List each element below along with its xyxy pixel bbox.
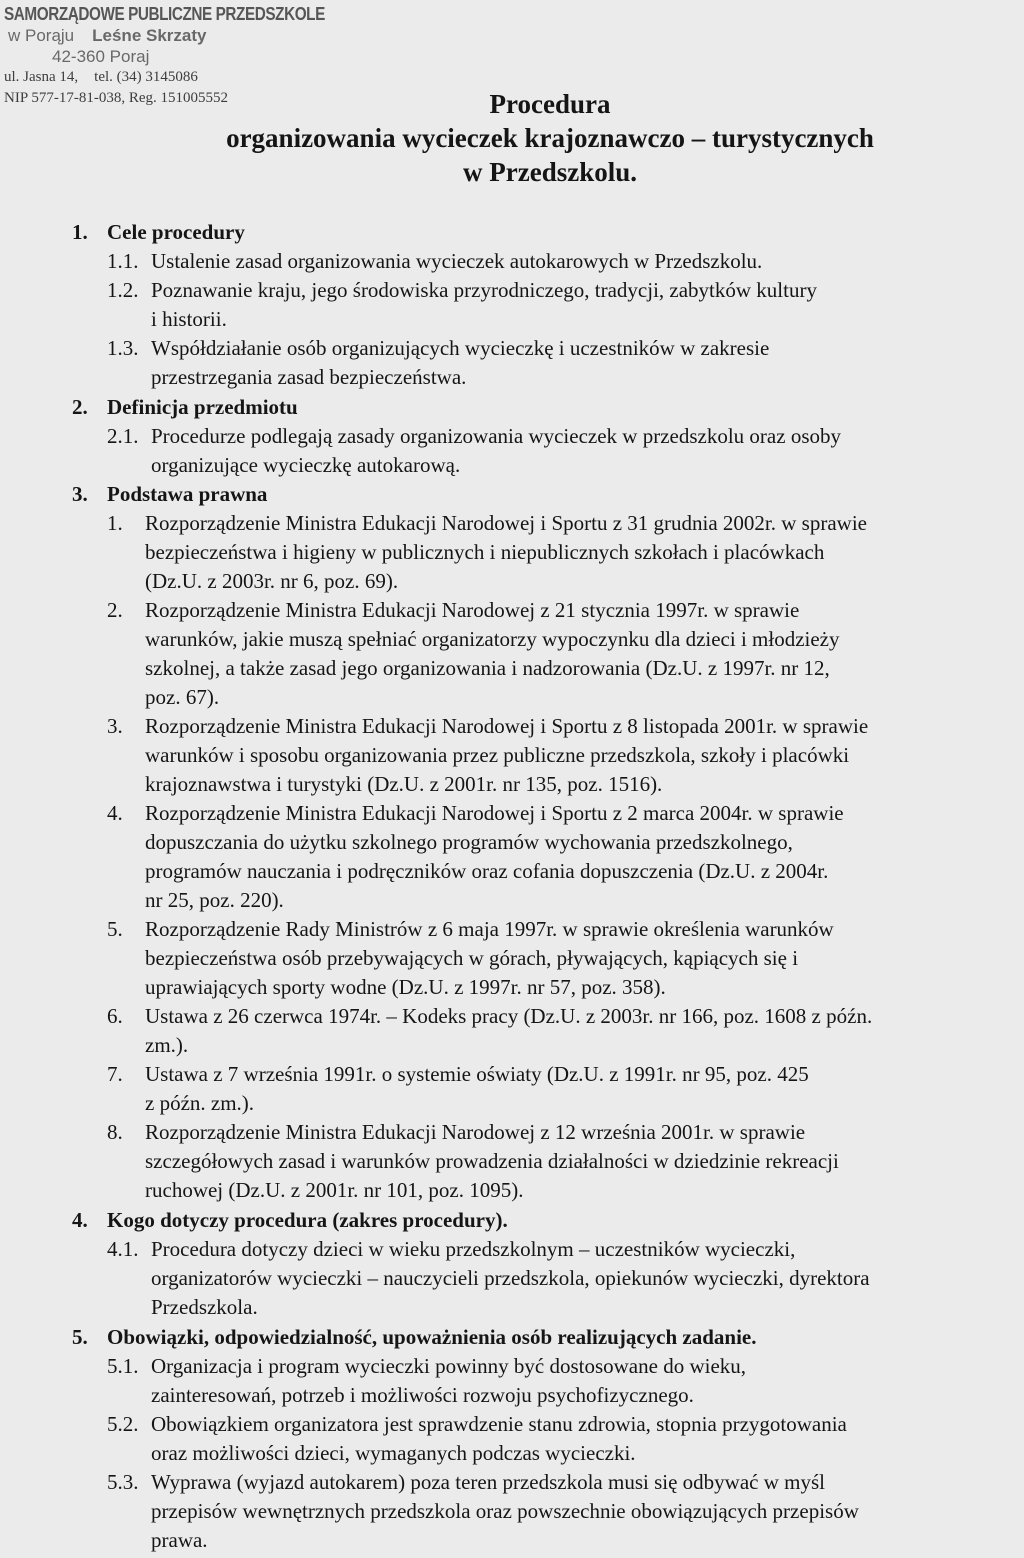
item-3-1-number: 1.: [107, 511, 123, 535]
item-1-3-number: 1.3.: [107, 336, 139, 360]
item-1-2-text-1: Poznawanie kraju, jego środowiska przyrodniczego, tradycji, zabytków kultury: [151, 278, 817, 302]
item-3-5-text-1: Rozporządzenie Rady Ministrów z 6 maja 1997r. w sprawie określenia warunków: [145, 917, 834, 941]
item-3-4-text-1: Rozporządzenie Ministra Edukacji Narodowej i Sportu z 2 marca 2004r. w sprawie: [145, 801, 844, 825]
stamp-line-2b: Leśne Skrzaty: [92, 26, 207, 45]
item-4-1-number: 4.1.: [107, 1237, 139, 1261]
item-3-8-text-2: szczegółowych zasad i warunków prowadzenia działalności w dziedzinie rekreacji: [145, 1149, 839, 1173]
section-4-heading: Kogo dotyczy procedura (zakres procedury).: [107, 1208, 508, 1232]
section-3-number: 3.: [72, 482, 88, 506]
item-5-2-text-1: Obowiązkiem organizatora jest sprawdzenie stanu zdrowia, stopnia przygotowania: [151, 1412, 847, 1436]
section-2-number: 2.: [72, 395, 88, 419]
stamp-phone: tel. (34) 3145086: [94, 69, 198, 85]
item-3-3-number: 3.: [107, 714, 123, 738]
item-3-2-text-4: poz. 67).: [145, 685, 220, 709]
item-3-2-text-3: szkolnej, a także zasad jego organizowania i nadzorowania (Dz.U. z 1997r. nr 12,: [145, 656, 830, 680]
item-1-1-number: 1.1.: [107, 249, 139, 273]
item-5-2-text-2: oraz możliwości dzieci, wymaganych podczas wycieczki.: [151, 1441, 636, 1465]
stamp-address: ul. Jasna 14,: [4, 69, 79, 85]
item-3-8-number: 8.: [107, 1120, 123, 1144]
item-5-2-number: 5.2.: [107, 1412, 139, 1436]
item-1-1-text: Ustalenie zasad organizowania wycieczek autokarowych w Przedszkolu.: [151, 249, 763, 273]
item-3-4-number: 4.: [107, 801, 123, 825]
section-5-number: 5.: [72, 1325, 88, 1349]
item-3-6-text-2: zm.).: [145, 1033, 189, 1057]
item-2-1-text-1: Procedurze podlegają zasady organizowania wycieczek w przedszkolu oraz osoby: [151, 424, 841, 448]
item-3-4-text-2: dopuszczania do użytku szkolnego programów wychowania przedszkolnego,: [145, 830, 793, 854]
stamp-line-3: 42-360 Poraj: [52, 47, 150, 66]
stamp-line-2a: w Porąju: [8, 26, 75, 45]
item-4-1-text-2: organizatorów wycieczki – nauczycieli przedszkola, opiekunów wycieczki, dyrektora: [151, 1266, 870, 1290]
item-3-7-text-1: Ustawa z 7 września 1991r. o systemie oświaty (Dz.U. z 1991r. nr 95, poz. 425: [145, 1062, 809, 1086]
stamp-line-5: NIP 577-17-81-038, Reg. 151005552: [4, 90, 229, 106]
item-1-2-text-2: i historii.: [151, 307, 227, 331]
item-3-7-text-2: z późn. zm.).: [145, 1091, 255, 1115]
item-3-5-number: 5.: [107, 917, 123, 941]
section-3-heading: Podstawa prawna: [107, 482, 268, 506]
item-3-3-text-3: krajoznawstwa i turystyki (Dz.U. z 2001r. nr 135, poz. 1516).: [145, 772, 663, 796]
item-2-1-number: 2.1.: [107, 424, 139, 448]
stamp-line-2: [4, 25, 304, 46]
item-5-3-text-1: Wyprawa (wyjazd autokarem) poza teren przedszkola musi się odbywać w myśl: [151, 1470, 825, 1494]
item-1-2-number: 1.2.: [107, 278, 139, 302]
item-5-1-number: 5.1.: [107, 1354, 139, 1378]
item-3-6-number: 6.: [107, 1004, 123, 1028]
item-5-3-number: 5.3.: [107, 1470, 139, 1494]
section-1-heading: Cele procedury: [107, 220, 245, 244]
item-3-6-text-1: Ustawa z 26 czerwca 1974r. – Kodeks pracy (Dz.U. z 2003r. nr 166, poz. 1608 z późn.: [145, 1004, 873, 1028]
item-5-1-text-2: zainteresowań, potrzeb i możliwości rozwoju psychofizycznego.: [151, 1383, 694, 1407]
section-5-heading: Obowiązki, odpowiedzialność, upoważnienia osób realizujących zadanie.: [107, 1325, 757, 1349]
section-4-number: 4.: [72, 1208, 88, 1232]
item-3-3-text-1: Rozporządzenie Ministra Edukacji Narodowej i Sportu z 8 listopada 2001r. w sprawie: [145, 714, 869, 738]
item-3-4-text-4: nr 25, poz. 220).: [145, 888, 284, 912]
item-4-1-text-1: Procedura dotyczy dzieci w wieku przedszkolnym – uczestników wycieczki,: [151, 1237, 796, 1261]
item-3-1-text-2: bezpieczeństwa i higieny w publicznych i niepublicznych szkołach i placówkach: [145, 540, 825, 564]
item-3-2-number: 2.: [107, 598, 123, 622]
item-3-5-text-2: bezpieczeństwa osób przebywających w górach, pływających, kąpiących się i: [145, 946, 799, 970]
item-3-7-number: 7.: [107, 1062, 123, 1086]
title-line-3: w Przedszkolu.: [463, 157, 637, 187]
item-3-2-text-1: Rozporządzenie Ministra Edukacji Narodowej z 21 stycznia 1997r. w sprawie: [145, 598, 800, 622]
section-1-number: 1.: [72, 220, 88, 244]
item-3-8-text-3: ruchowej (Dz.U. z 2001r. nr 101, poz. 1095).: [145, 1178, 524, 1202]
item-3-1-text-1: Rozporządzenie Ministra Edukacji Narodowej i Sportu z 31 grudnia 2002r. w sprawie: [145, 511, 867, 535]
item-5-3-text-2: przepisów wewnętrznych przedszkola oraz powszechnie obowiązujących przepisów: [151, 1499, 859, 1523]
title-line-1: Procedura: [489, 89, 611, 119]
item-4-1-text-3: Przedszkola.: [151, 1295, 258, 1319]
item-3-5-text-3: uprawiających sporty wodne (Dz.U. z 1997r. nr 57, poz. 358).: [145, 975, 666, 999]
stamp-line-4: [4, 67, 304, 88]
item-3-1-text-3: (Dz.U. z 2003r. nr 6, poz. 69).: [145, 569, 399, 593]
stamp-line-1: SAMORZĄDOWE PUBLICZNE PRZEDSZKOLE: [4, 4, 325, 24]
section-2-heading: Definicja przedmiotu: [107, 395, 298, 419]
item-2-1-text-2: organizujące wycieczkę autokarową.: [151, 453, 461, 477]
title-line-2: organizowania wycieczek krajoznawczo – turystycznych: [226, 123, 874, 153]
item-1-3-text-1: Współdziałanie osób organizujących wycieczkę i uczestników w zakresie: [151, 336, 770, 360]
item-5-1-text-1: Organizacja i program wycieczki powinny być dostosowane do wieku,: [151, 1354, 747, 1378]
item-3-3-text-2: warunków i sposobu organizowania przez publiczne przedszkola, szkoły i placówki: [145, 743, 850, 767]
item-3-4-text-3: programów nauczania i podręczników oraz cofania dopuszczenia (Dz.U. z 2004r.: [145, 859, 829, 883]
item-3-8-text-1: Rozporządzenie Ministra Edukacji Narodowej z 12 września 2001r. w sprawie: [145, 1120, 806, 1144]
item-1-3-text-2: przestrzegania zasad bezpieczeństwa.: [151, 365, 467, 389]
item-5-3-text-3: prawa.: [151, 1528, 208, 1552]
item-3-2-text-2: warunków, jakie muszą spełniać organizatorzy wypoczynku dla dzieci i młodzieży: [145, 627, 840, 651]
